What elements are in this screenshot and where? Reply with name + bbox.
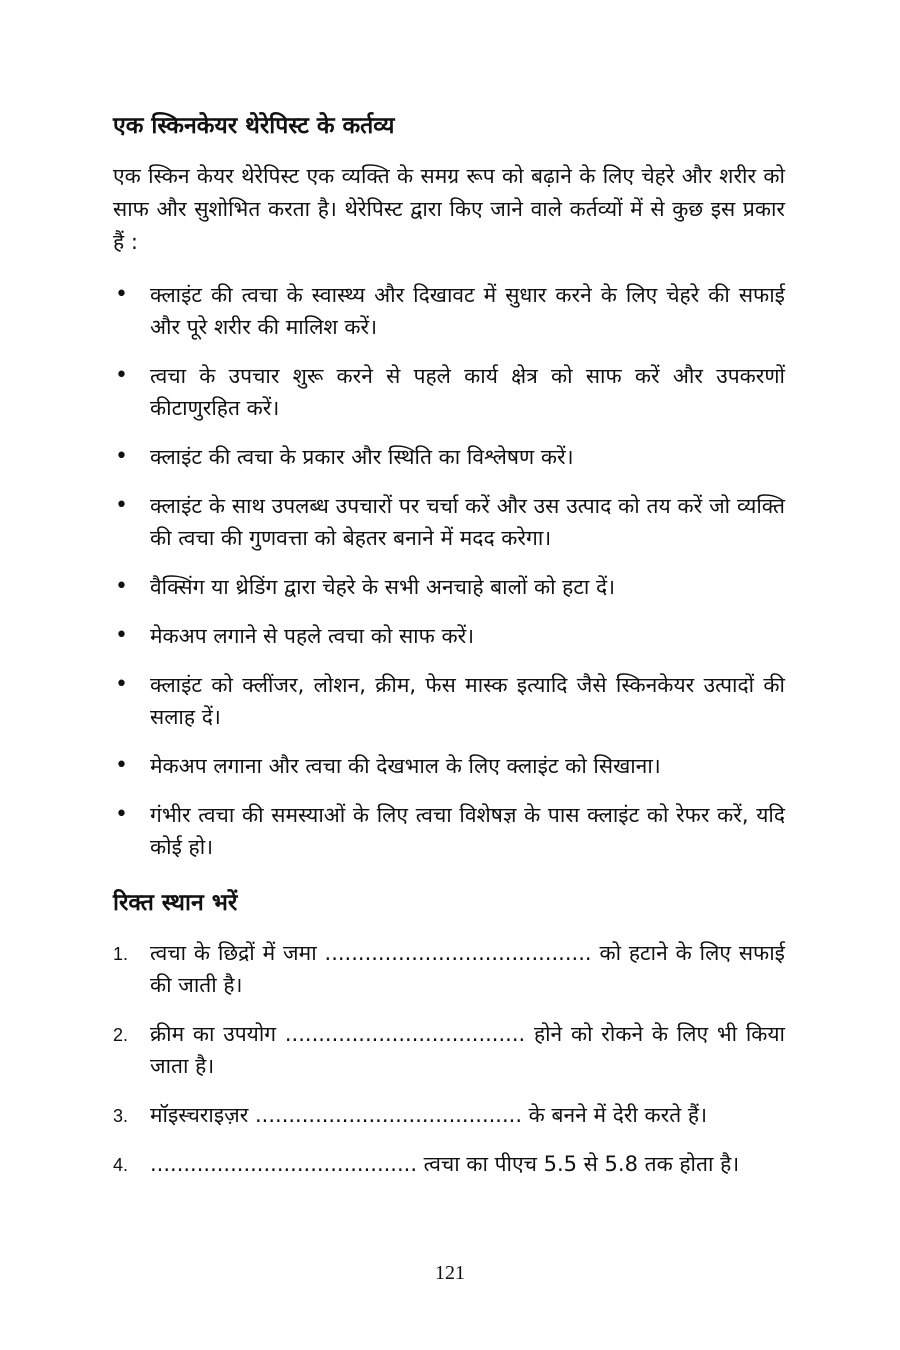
duty-text: वैक्सिंग या थ्रेडिंग द्वारा चेहरे के सभी अनचाहे बालों को हटा दें। [150, 575, 616, 599]
bullet-icon: • [115, 672, 128, 697]
question-item [113, 1018, 785, 1082]
bullet-icon: • [115, 282, 128, 307]
question-text: क्रीम का उपयोग .................................... होने को रोकने के लिए भी किया जाता है। [150, 1022, 785, 1078]
question-item [113, 937, 785, 1001]
question-item [113, 1099, 785, 1131]
list-item [113, 360, 785, 424]
question-number: 3. [113, 1106, 129, 1126]
duty-text: क्लाइंट के साथ उपलब्ध उपचारों पर चर्चा करें और उस उत्पाद को तय करें जो व्यक्ति की त्वचा की गुणवत्ता को बेहतर बनाने में मदद करेगा। [150, 494, 785, 550]
bullet-icon: • [115, 623, 128, 648]
duty-text: गंभीर त्वचा की समस्याओं के लिए त्वचा विशेषज्ञ के पास क्लाइंट को रेफर करें, यदि कोई हो। [150, 803, 785, 859]
list-item [113, 750, 785, 782]
duty-text: क्लाइंट की त्वचा के स्वास्थ्य और दिखावट में सुधार करने के लिए चेहरे की सफाई और पूरे शरीर की मालिश करें। [150, 283, 785, 339]
list-item [113, 669, 785, 733]
duty-text: मेकअप लगाना और त्वचा की देखभाल के लिए क्लाइंट को सिखाना। [150, 754, 661, 778]
question-text: त्वचा के छिद्रों में जमा ........................................ को हटाने के लिए सफाई की जाती है। [150, 941, 785, 997]
bullet-icon: • [115, 444, 128, 469]
section-title: एक स्किनकेयर थेरेपिस्ट के कर्तव्य [113, 113, 395, 139]
fill-blanks-list [113, 937, 785, 1180]
duty-text: क्लाइंट को क्लींजर, लोशन, क्रीम, फेस मास्क इत्यादि जैसे स्किनकेयर उत्पादों की सलाह दें। [150, 673, 785, 729]
question-number: 1. [113, 944, 129, 964]
list-item [113, 799, 785, 863]
duties-list [113, 279, 785, 863]
question-number: 4. [113, 1155, 129, 1175]
question-item [113, 1148, 785, 1180]
list-item [113, 571, 785, 603]
bullet-icon: • [115, 363, 128, 388]
bullet-icon: • [115, 493, 128, 518]
question-text: ........................................ त्वचा का पीएच 5.5 से 5.8 तक होता है। [150, 1152, 740, 1176]
fill-blanks-title: रिक्त स्थान भरें [113, 890, 238, 916]
question-number: 2. [113, 1025, 129, 1045]
list-item [113, 279, 785, 343]
list-item [113, 490, 785, 554]
page-number: 121 [435, 1262, 465, 1284]
duty-text: क्लाइंट की त्वचा के प्रकार और स्थिति का विश्लेषण करें। [150, 445, 574, 469]
document-page [113, 110, 785, 1197]
bullet-icon: • [115, 802, 128, 827]
question-text: मॉइस्चराइज़र ........................................ के बनने में देरी करते हैं। [150, 1103, 708, 1127]
duty-text: त्वचा के उपचार शुरू करने से पहले कार्य क्षेत्र को साफ करें और उपकरणों कीटाणुरहित करें। [150, 364, 785, 420]
list-item [113, 620, 785, 652]
intro-paragraph: एक स्किन केयर थेरेपिस्ट एक व्यक्ति के समग्र रूप को बढ़ाने के लिए चेहरे और शरीर को साफ और सुशोभित करता है। थेरेपिस्ट द्वारा किए जाने वाले कर्तव्यों में से कुछ इस प्रकार हैं : [113, 164, 785, 254]
duty-text: मेकअप लगाने से पहले त्वचा को साफ करें। [150, 624, 475, 648]
bullet-icon: • [115, 753, 128, 778]
bullet-icon: • [115, 574, 128, 599]
list-item [113, 441, 785, 473]
